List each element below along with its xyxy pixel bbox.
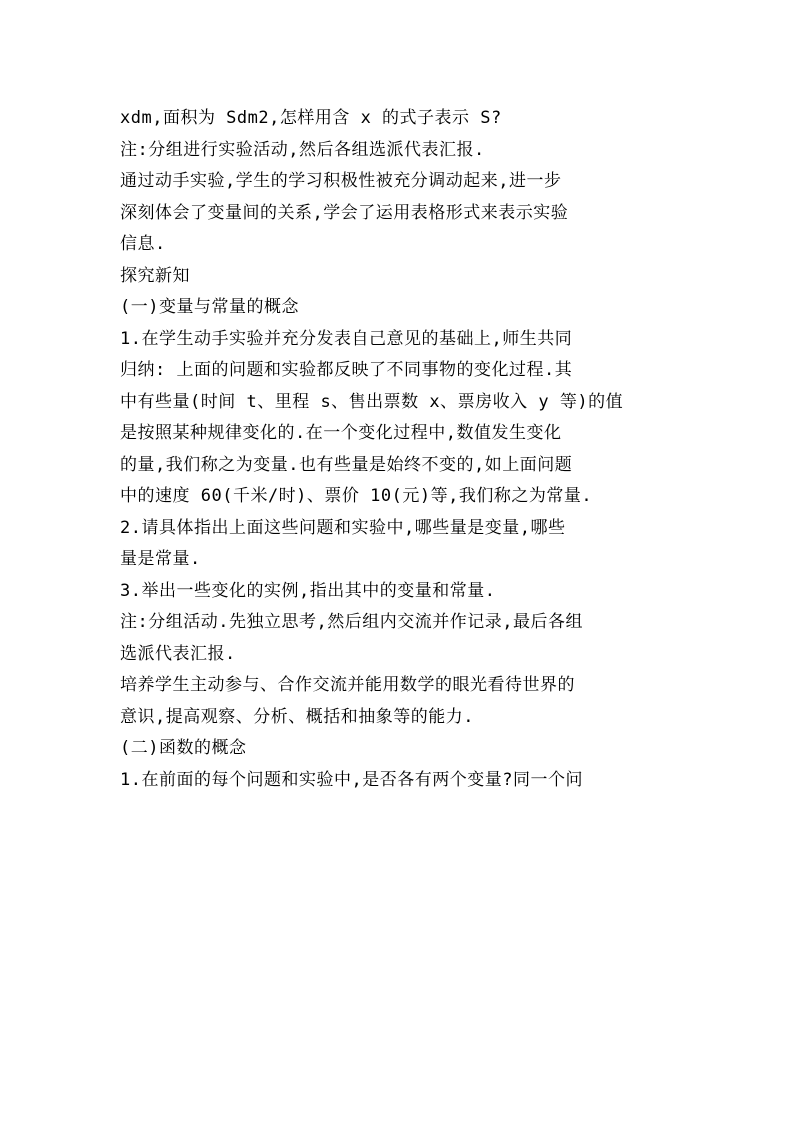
subsection-heading: (一)变量与常量的概念 xyxy=(120,297,299,317)
text-line: 1.在学生动手实验并充分发表自己意见的基础上,师生共同 xyxy=(120,328,573,349)
subsection-heading: (二)函数的概念 xyxy=(120,738,247,758)
text-line: 信息. xyxy=(120,234,166,254)
text-line: 量是常量. xyxy=(120,549,201,569)
text-line: 培养学生主动参与、合作交流并能用数学的眼光看待世界的 xyxy=(120,675,575,695)
text-line: 中有些量(时间 t、里程 s、售出票数 x、票房收入 y 等)的值 xyxy=(120,391,624,412)
text-line: 2.请具体指出上面这些问题和实验中,哪些量是变量,哪些 xyxy=(120,517,566,538)
section-heading: 探究新知 xyxy=(120,265,190,286)
text-line: 深刻体会了变量间的关系,学会了运用表格形式来表示实验 xyxy=(120,202,569,223)
text-line: 通过动手实验,学生的学习积极性被充分调动起来,进一步 xyxy=(120,171,562,191)
text-line: 意识,提高观察、分析、概括和抽象等的能力. xyxy=(120,706,474,727)
document-body xyxy=(120,103,680,796)
text-line-problem: xdm,面积为 Sdm2,怎样用含 x 的式子表示 S? xyxy=(120,108,502,128)
text-line-note: 注:分组进行实验活动,然后各组选派代表汇报. xyxy=(120,139,485,160)
text-line: 的量,我们称之为变量.也有些量是始终不变的,如上面问题 xyxy=(120,454,573,475)
text-line-note: 注:分组活动.先独立思考,然后组内交流并作记录,最后各组 xyxy=(120,612,583,632)
text-line: 1.在前面的每个问题和实验中,是否各有两个变量?同一个问 xyxy=(120,769,583,790)
text-line: 归纳: 上面的问题和实验都反映了不同事物的变化过程.其 xyxy=(120,360,573,380)
text-line: 选派代表汇报. xyxy=(120,643,236,664)
text-line: 是按照某种规律变化的.在一个变化过程中,数值发生变化 xyxy=(120,423,562,443)
text-line: 3.举出一些变化的实例,指出其中的变量和常量. xyxy=(120,580,496,601)
text-line: 中的速度 60(千米/时)、票价 10(元)等,我们称之为常量. xyxy=(120,486,593,506)
